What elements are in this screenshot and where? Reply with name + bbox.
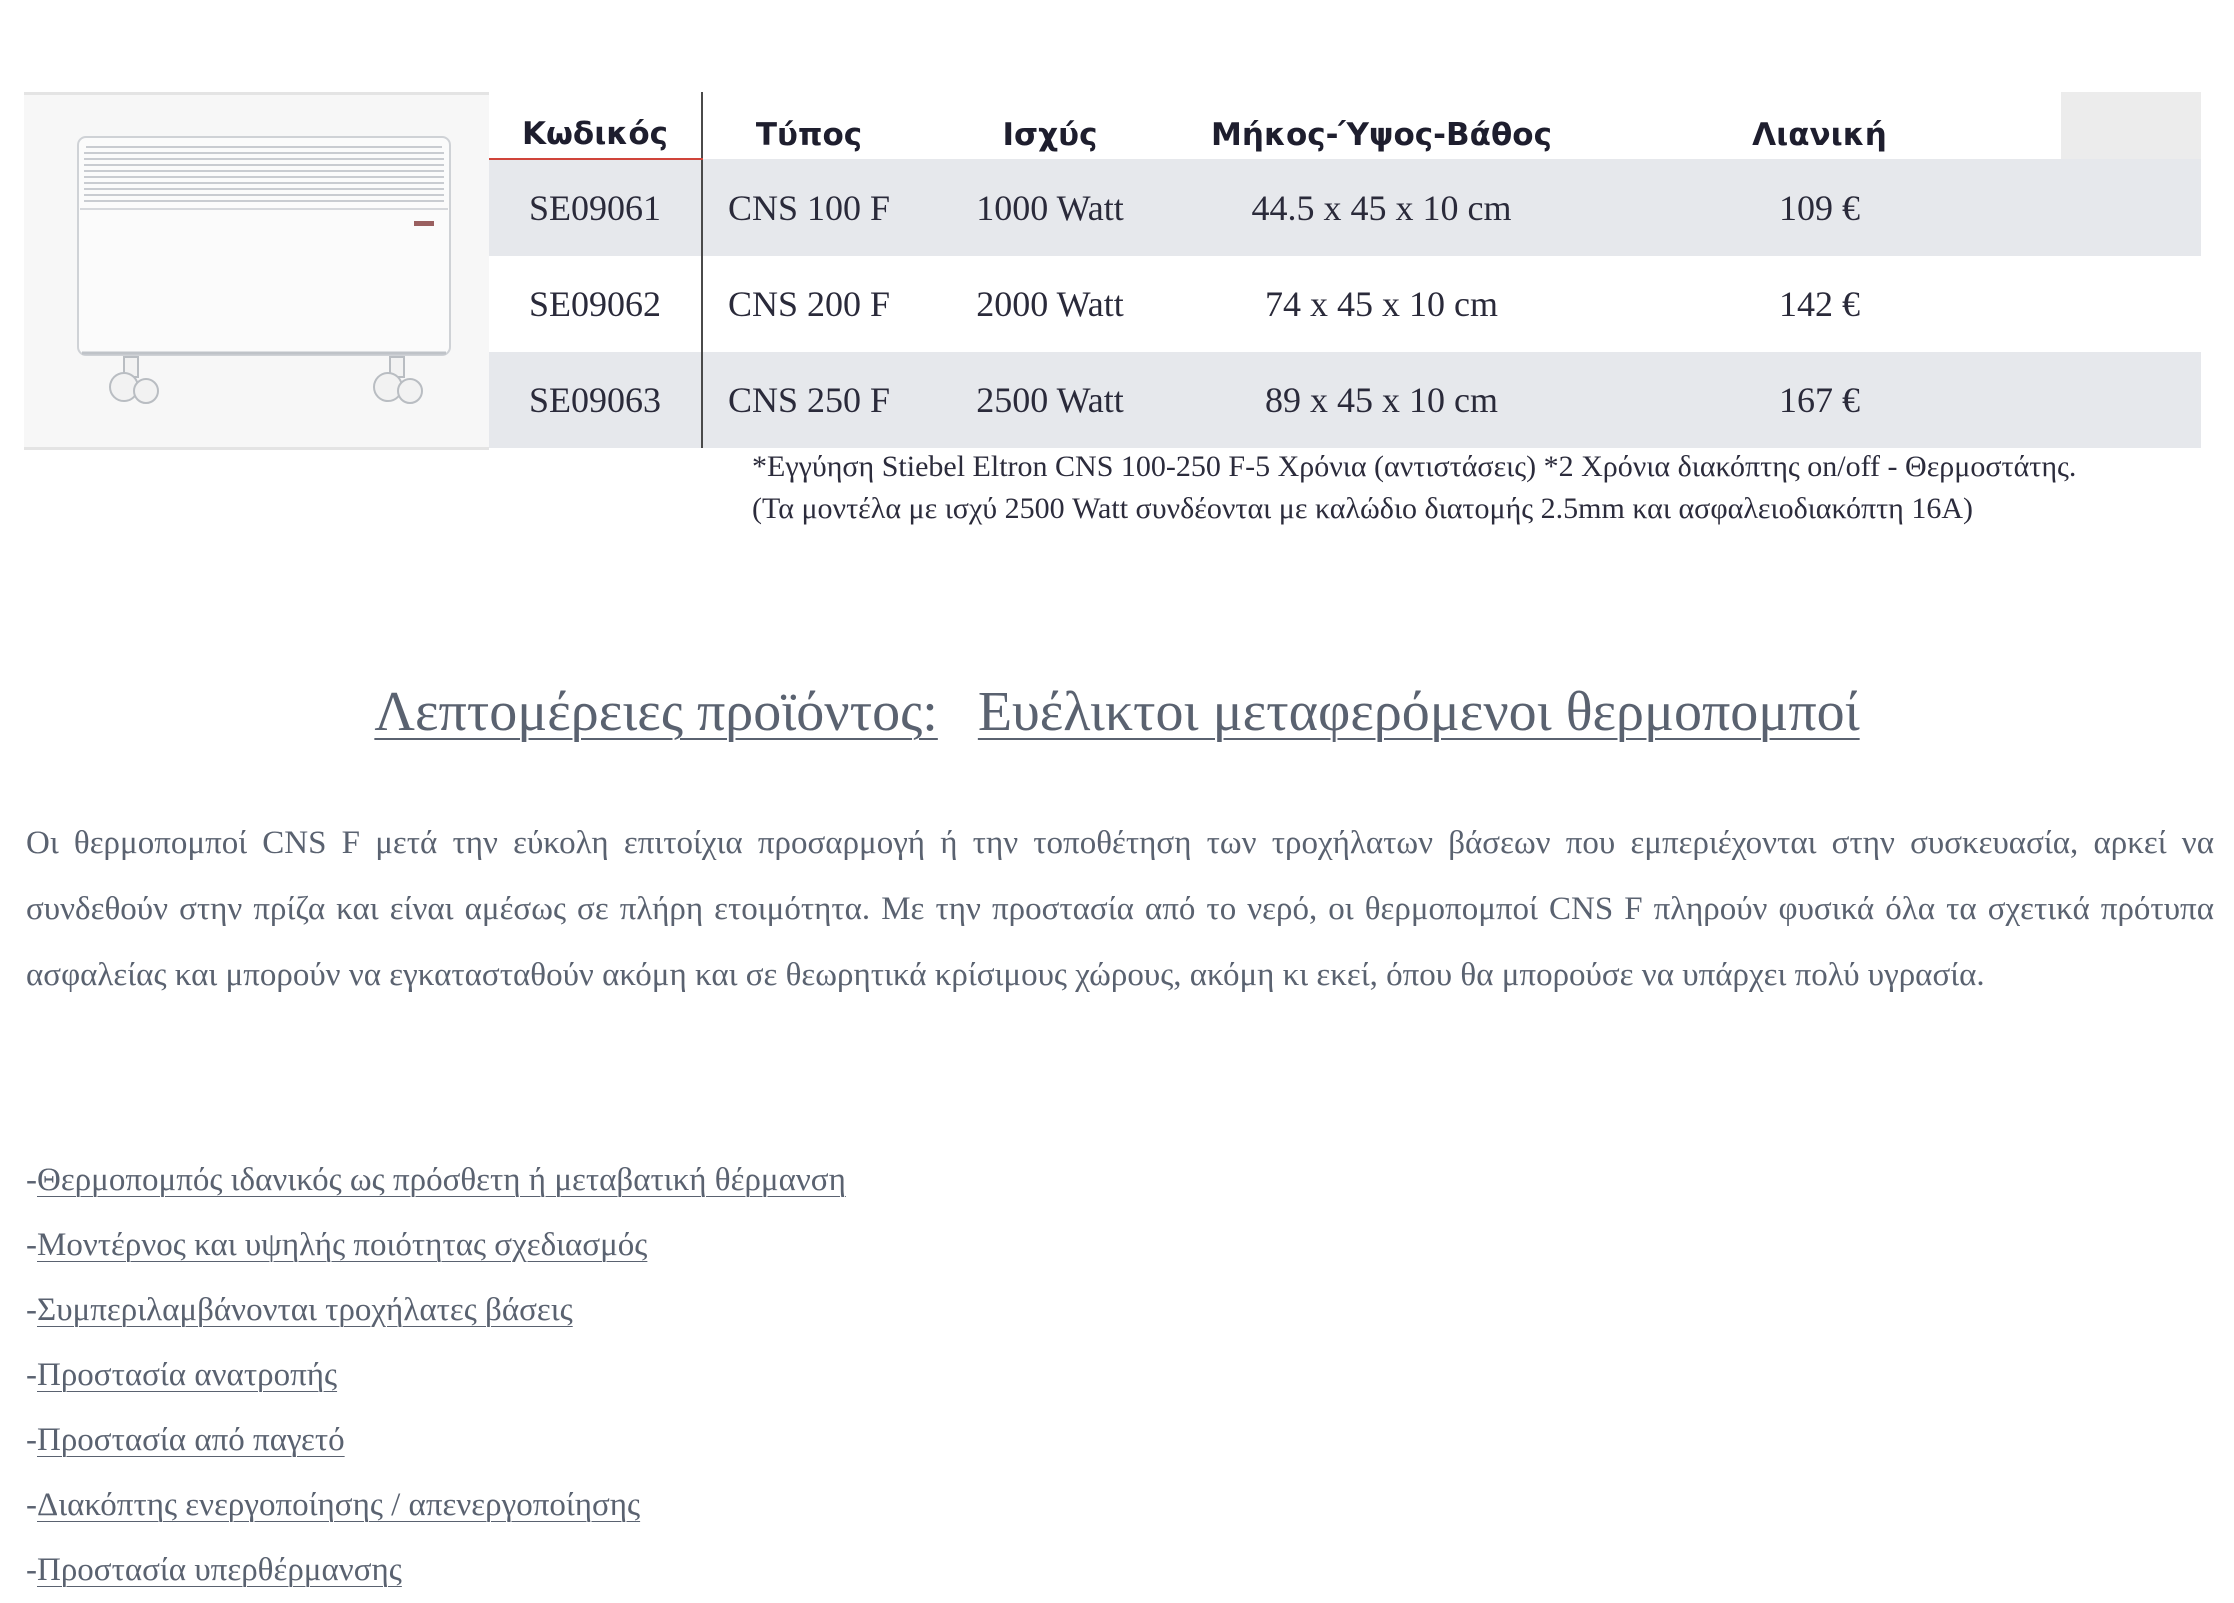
cell-type: CNS 200 F (702, 256, 915, 352)
list-item: -Θερμοπομπός ιδανικός ως πρόσθετη ή μεταβατική θέρμανση (26, 1162, 846, 1198)
section-title-prefix: Λεπτομέρειες προϊόντος: (374, 681, 938, 743)
warranty-note: *Εγγύηση Stiebel Eltron CNS 100-250 F-5 Χρόνια (αντιστάσεις) *2 Χρόνια διακόπτης on/off - Θερμοστάτης. (752, 450, 2077, 483)
feature-link-frost-protection[interactable]: Προστασία από παγετό (37, 1422, 345, 1458)
cell-spacer (2061, 256, 2201, 352)
feature-link-supplementary-heating[interactable]: Θερμοπομπός ιδανικός ως πρόσθετη ή μεταβατική θέρμανση (37, 1162, 846, 1198)
table-row (489, 159, 2201, 256)
feature-link-overheat-protection[interactable]: Προστασία υπερθέρμανσης (37, 1552, 402, 1588)
feature-link-on-off-switch[interactable]: Διακόπτης ενεργοποίησης / απενεργοποίησης (37, 1487, 641, 1523)
list-item: -Προστασία από παγετό (26, 1422, 345, 1458)
header-type: Τύπος (702, 92, 915, 159)
feature-link-modern-design[interactable]: Μοντέρνος και υψηλής ποιότητας σχεδιασμός (37, 1227, 648, 1263)
product-spec-table (489, 92, 2201, 448)
cell-dimensions: 74 x 45 x 10 cm (1185, 256, 1578, 352)
header-spacer (2061, 92, 2201, 159)
feature-link-wheeled-bases[interactable]: Συμπεριλαμβάνονται τροχήλατες βάσεις (37, 1292, 573, 1328)
cell-type: CNS 250 F (702, 352, 915, 448)
product-description: Οι θερμοπομποί CNS F μετά την εύκολη επιτοίχια προσαρμογή ή την τοποθέτηση των τροχήλατων βάσεων που εμπεριέχονται στην συσκευασία, αρκεί να συνδεθούν στην πρίζα και είναι αμέσως σε πλήρη ετοιμότητα. Με την προστασία από το νερό, οι θερμοπομποί CNS F πληρούν φυσικά όλα τα σχετικά πρότυπα ασφαλείας και μπορούν να εγκατασταθούν ακόμη και σε θεωρητικά κρίσιμους χώρους, ακόμη κι εκεί, όπου θα μπορούσε να υπάρχει πολύ υγρασία. (26, 825, 2214, 993)
cell-code: SE09061 (489, 159, 702, 256)
table-header-row (489, 92, 2201, 159)
cell-spacer (2061, 159, 2201, 256)
list-item: -Διακόπτης ενεργοποίησης / απενεργοποίησης (26, 1487, 641, 1523)
convector-heater-image (24, 95, 489, 447)
feature-link-tip-over-protection[interactable]: Προστασία ανατροπής (37, 1357, 338, 1393)
list-item: -Μοντέρνος και υψηλής ποιότητας σχεδιασμός (26, 1227, 648, 1263)
cell-power: 2000 Watt (915, 256, 1185, 352)
cell-price: 109 € (1578, 159, 2061, 256)
cell-spacer (2061, 352, 2201, 448)
list-item: -Προστασία υπερθέρμανσης (26, 1552, 402, 1588)
header-power: Ισχύς (915, 92, 1185, 159)
cell-price: 142 € (1578, 256, 2061, 352)
product-image-panel (24, 92, 489, 450)
cell-code: SE09063 (489, 352, 702, 448)
header-code: Κωδικός (489, 92, 702, 159)
cell-power: 2500 Watt (915, 352, 1185, 448)
cell-type: CNS 100 F (702, 159, 915, 256)
table-row (489, 352, 2201, 448)
warranty-notes (752, 446, 2076, 530)
feature-list (26, 1148, 846, 1603)
wiring-note: (Τα μοντέλα με ισχύ 2500 Watt συνδέονται με καλώδιο διατομής 2.5mm και ασφαλειοδιακόπτη 16Α) (752, 492, 1974, 525)
header-dimensions: Μήκος-Ύψος-Βάθος (1185, 92, 1578, 159)
cell-dimensions: 89 x 45 x 10 cm (1185, 352, 1578, 448)
cell-power: 1000 Watt (915, 159, 1185, 256)
list-item: -Προστασία ανατροπής (26, 1357, 338, 1393)
cell-price: 167 € (1578, 352, 2061, 448)
cell-dimensions: 44.5 x 45 x 10 cm (1185, 159, 1578, 256)
table-row (489, 256, 2201, 352)
section-title (0, 680, 2234, 744)
header-price: Λιανική (1578, 92, 2061, 159)
cell-code: SE09062 (489, 256, 702, 352)
section-title-main: Ευέλικτοι μεταφερόμενοι θερμοπομποί (977, 681, 1860, 743)
list-item: -Συμπεριλαμβάνονται τροχήλατες βάσεις (26, 1292, 573, 1328)
